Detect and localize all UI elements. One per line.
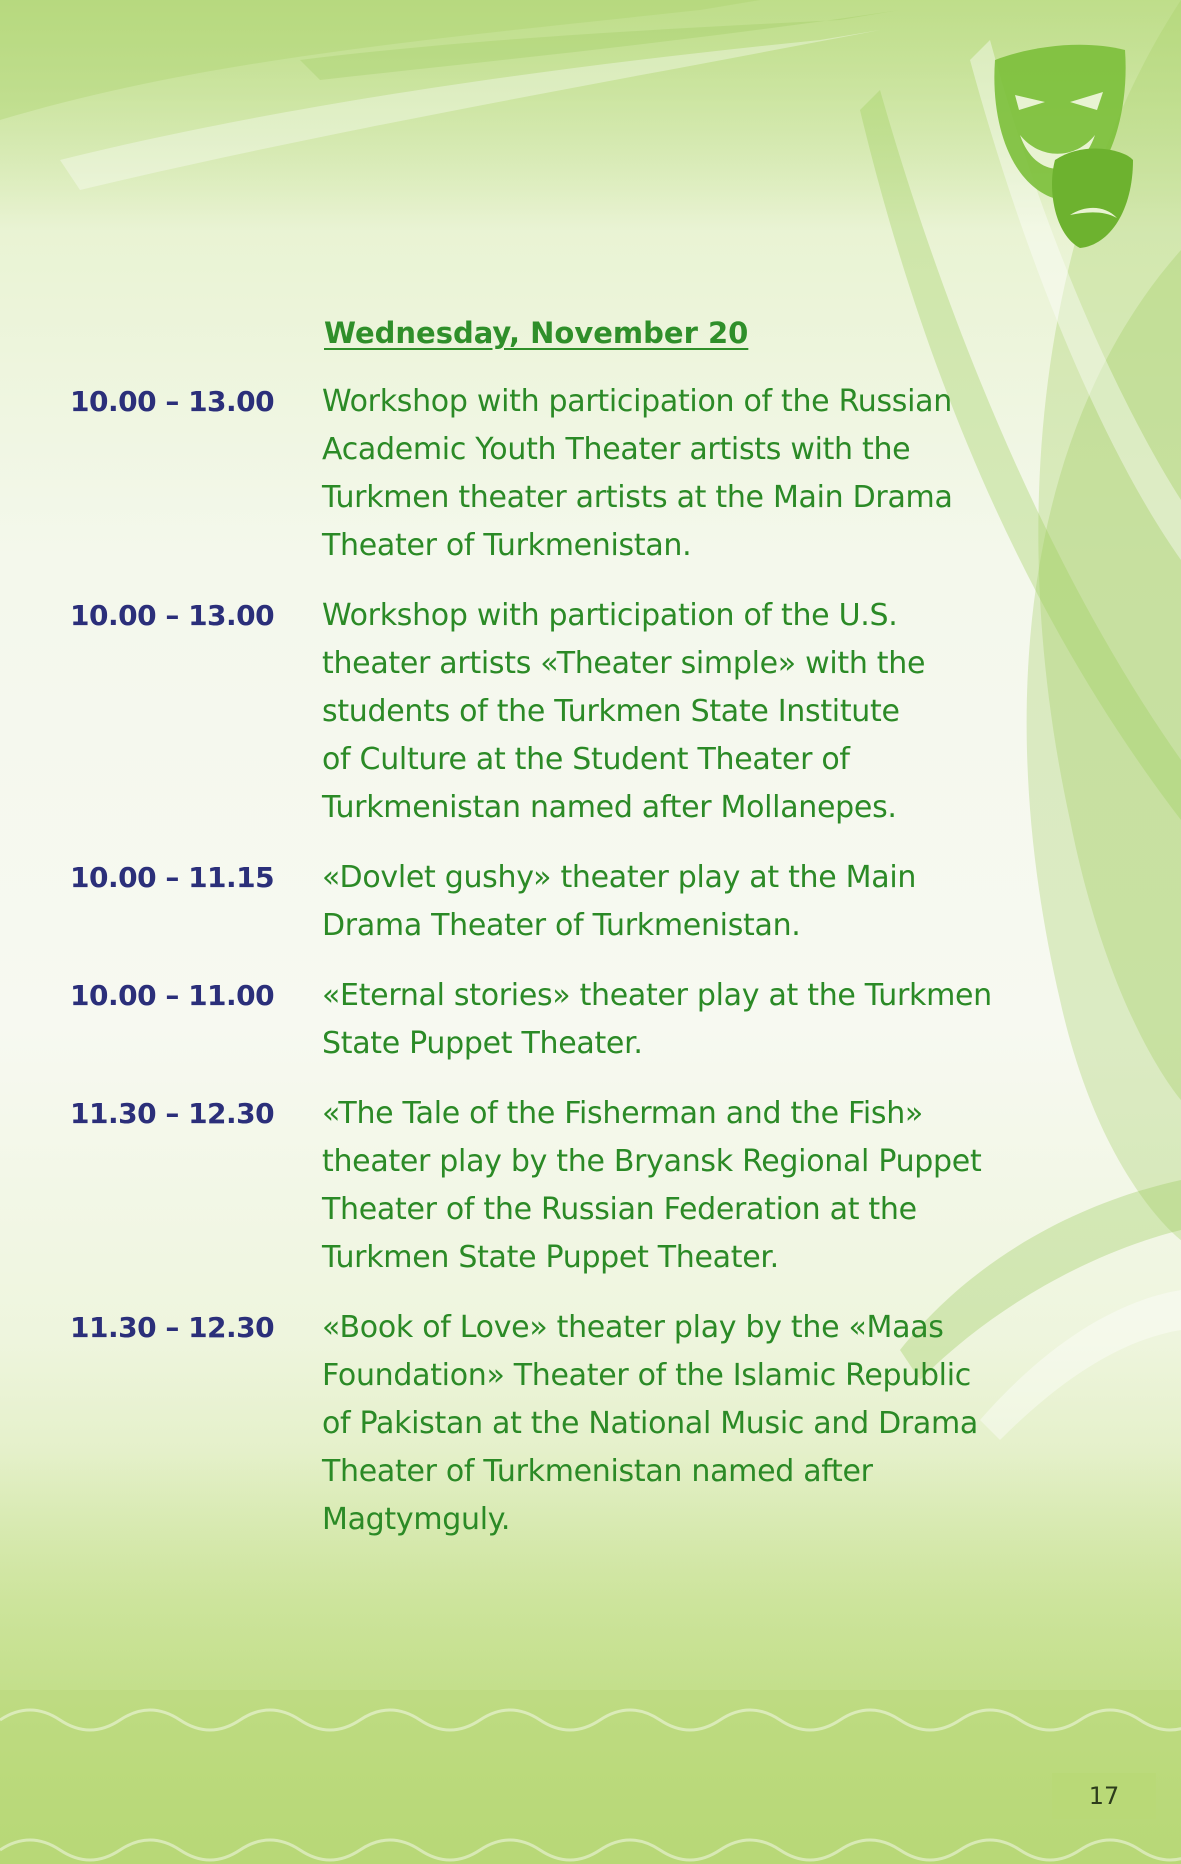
description-line: «The Tale of the Fisherman and the Fish» (322, 1096, 923, 1131)
description-line: theater play by the Bryansk Regional Puppet (322, 1144, 982, 1179)
entry-time: 10.00 – 11.00 (70, 979, 275, 1012)
entry-time: 11.30 – 12.30 (70, 1097, 275, 1130)
description-line: Theater of Turkmenistan named after (322, 1454, 873, 1489)
schedule-entry (70, 1304, 1060, 1544)
description-line: Theater of Turkmenistan. (322, 528, 692, 563)
day-heading: Wednesday, November 20 (324, 316, 749, 350)
description-line: Drama Theater of Turkmenistan. (322, 908, 801, 943)
page-number: 17 (1052, 1773, 1156, 1819)
schedule-entry (70, 592, 1060, 832)
entry-time: 10.00 – 11.15 (70, 861, 275, 894)
description-line: theater artists «Theater simple» with the (322, 646, 926, 681)
schedule-entry (70, 1090, 1060, 1282)
description-line: Magtymguly. (322, 1502, 511, 1537)
schedule-entry (70, 854, 1060, 950)
description-line: of Culture at the Student Theater of (322, 742, 850, 777)
entry-description (322, 378, 1042, 570)
description-line: students of the Turkmen State Institute (322, 694, 900, 729)
description-line: Workshop with participation of the Russian (322, 384, 952, 419)
description-line: of Pakistan at the National Music and Drama (322, 1406, 979, 1441)
description-line: Turkmen theater artists at the Main Drama (322, 480, 953, 515)
entry-time: 11.30 – 12.30 (70, 1311, 275, 1344)
description-line: «Eternal stories» theater play at the Turkmen (322, 978, 992, 1013)
entry-description (322, 972, 1042, 1068)
description-line: Theater of the Russian Federation at the (322, 1192, 917, 1227)
entry-description (322, 592, 1042, 832)
description-line: «Dovlet gushy» theater play at the Main (322, 860, 917, 895)
description-line: «Book of Love» theater play by the «Maas (322, 1310, 944, 1345)
entry-description (322, 1304, 1042, 1544)
entry-time: 10.00 – 13.00 (70, 599, 275, 632)
description-line: Workshop with participation of the U.S. (322, 598, 898, 633)
entry-time: 10.00 – 13.00 (70, 385, 275, 418)
description-line: State Puppet Theater. (322, 1026, 643, 1061)
description-line: Foundation» Theater of the Islamic Republic (322, 1358, 971, 1393)
schedule-entry (70, 378, 1060, 570)
description-line: Academic Youth Theater artists with the (322, 432, 911, 467)
schedule-list (70, 378, 1060, 1566)
entry-description (322, 854, 1042, 950)
theater-masks-icon (985, 40, 1135, 250)
entry-description (322, 1090, 1042, 1282)
description-line: Turkmen State Puppet Theater. (322, 1240, 779, 1275)
description-line: Turkmenistan named after Mollanepes. (322, 790, 897, 825)
schedule-entry (70, 972, 1060, 1068)
